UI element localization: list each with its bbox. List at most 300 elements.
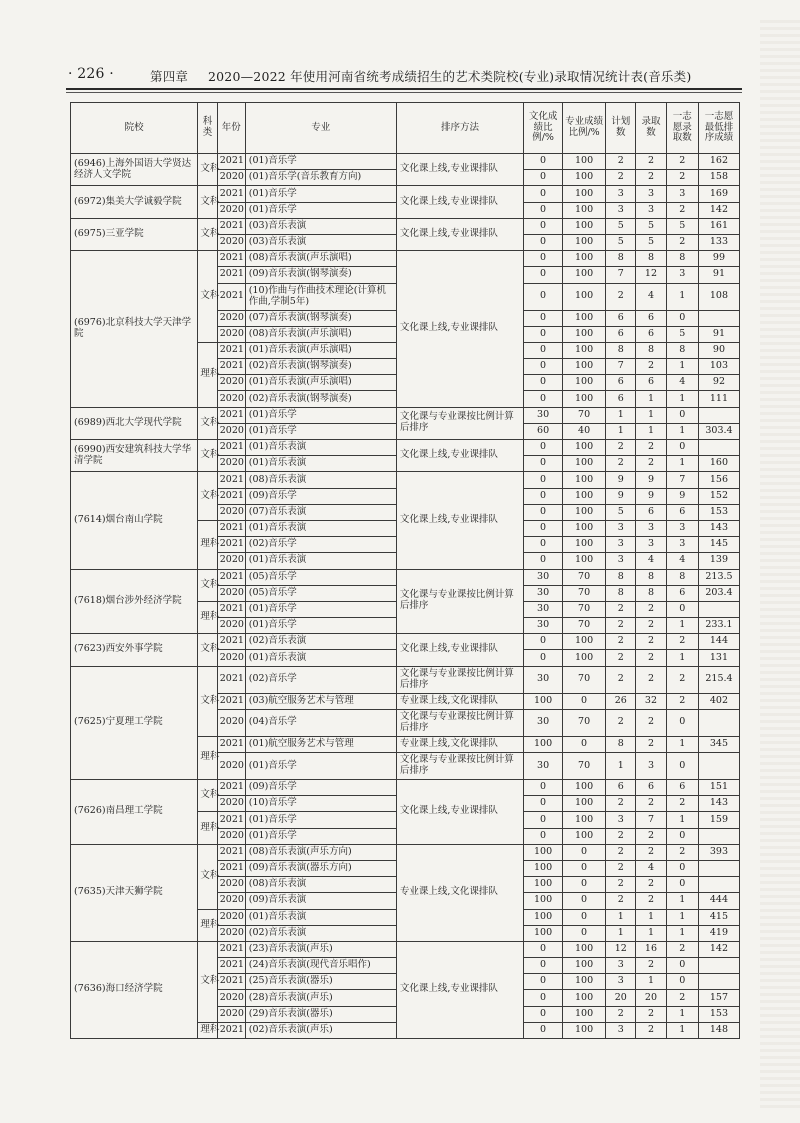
col-header: 专业 (245, 103, 396, 154)
first-choice-cell: 3 (666, 520, 698, 536)
major-cell: (03)音乐表演 (245, 218, 396, 234)
col-header: 一志愿录取数 (666, 103, 698, 154)
year-cell: 2020 (217, 456, 245, 472)
major-cell: (08)音乐表演 (245, 877, 396, 893)
table-row (71, 941, 740, 957)
admit-cell: 8 (636, 585, 666, 601)
plan-cell: 2 (606, 618, 636, 634)
year-cell: 2020 (217, 553, 245, 569)
year-cell: 2021 (217, 283, 245, 310)
first-choice-cell: 4 (666, 375, 698, 391)
major-cell: (09)音乐学 (245, 488, 396, 504)
major-ratio-cell: 100 (563, 154, 606, 170)
major-cell: (01)音乐表演 (245, 909, 396, 925)
culture-ratio-cell: 0 (524, 391, 563, 407)
culture-ratio-cell: 0 (524, 537, 563, 553)
culture-ratio-cell: 100 (524, 844, 563, 860)
year-cell: 2020 (217, 796, 245, 812)
major-ratio-cell: 100 (563, 472, 606, 488)
col-header: 排序方法 (396, 103, 523, 154)
min-score-cell: 90 (698, 342, 739, 358)
first-choice-cell: 5 (666, 218, 698, 234)
admit-cell: 2 (636, 154, 666, 170)
plan-cell: 1 (606, 407, 636, 423)
min-score-cell: 99 (698, 251, 739, 267)
min-score-cell: 153 (698, 1006, 739, 1022)
plan-cell: 1 (606, 423, 636, 439)
method-cell: 专业课上线,文化课排队 (396, 693, 523, 709)
method-cell: 文化课与专业课按比例计算后排序 (396, 407, 523, 439)
culture-ratio-cell: 30 (524, 666, 563, 693)
min-score-cell: 162 (698, 154, 739, 170)
admit-cell: 6 (636, 326, 666, 342)
plan-cell: 9 (606, 472, 636, 488)
page-title: 2020—2022 年使用河南省统考成绩招生的艺术类院校(专业)录取情况统计表(音乐类) (208, 69, 692, 84)
col-header: 院校 (71, 103, 198, 154)
first-choice-cell: 0 (666, 440, 698, 456)
first-choice-cell: 2 (666, 634, 698, 650)
min-score-cell: 143 (698, 520, 739, 536)
year-cell: 2020 (217, 391, 245, 407)
table-row (71, 251, 740, 267)
major-ratio-cell: 100 (563, 186, 606, 202)
major-ratio-cell: 0 (563, 844, 606, 860)
method-cell: 文化课上线,专业课排队 (396, 251, 523, 408)
admission-table (70, 102, 740, 1039)
first-choice-cell: 3 (666, 267, 698, 283)
major-cell: (01)音乐表演(声乐演唱) (245, 342, 396, 358)
first-choice-cell: 8 (666, 569, 698, 585)
min-score-cell (698, 958, 739, 974)
culture-ratio-cell: 0 (524, 310, 563, 326)
category-cell: 文科 (198, 941, 217, 1022)
admit-cell: 6 (636, 310, 666, 326)
method-cell: 文化课与专业课按比例计算后排序 (396, 753, 523, 780)
major-cell: (07)音乐表演 (245, 504, 396, 520)
major-ratio-cell: 100 (563, 202, 606, 218)
culture-ratio-cell: 0 (524, 251, 563, 267)
method-cell: 文化课与专业课按比例计算后排序 (396, 709, 523, 736)
min-score-cell: 142 (698, 941, 739, 957)
method-cell: 文化课上线,专业课排队 (396, 780, 523, 845)
culture-ratio-cell: 0 (524, 974, 563, 990)
plan-cell: 3 (606, 537, 636, 553)
year-cell: 2020 (217, 709, 245, 736)
min-score-cell: 133 (698, 234, 739, 250)
culture-ratio-cell: 30 (524, 601, 563, 617)
year-cell: 2021 (217, 342, 245, 358)
table-row (71, 154, 740, 170)
admit-cell: 2 (636, 170, 666, 186)
school-cell: (7626)南昌理工学院 (71, 780, 198, 845)
culture-ratio-cell: 60 (524, 423, 563, 439)
min-score-cell: 419 (698, 925, 739, 941)
plan-cell: 3 (606, 974, 636, 990)
major-ratio-cell: 100 (563, 958, 606, 974)
category-cell: 理科 (198, 736, 217, 779)
plan-cell: 5 (606, 234, 636, 250)
table-header-row (71, 103, 740, 154)
year-cell: 2021 (217, 154, 245, 170)
admit-cell: 4 (636, 553, 666, 569)
category-cell: 文科 (198, 251, 217, 343)
culture-ratio-cell: 0 (524, 218, 563, 234)
plan-cell: 6 (606, 780, 636, 796)
year-cell: 2021 (217, 1022, 245, 1038)
admit-cell: 8 (636, 251, 666, 267)
admit-cell: 2 (636, 359, 666, 375)
major-cell: (09)音乐表演(钢琴演奏) (245, 267, 396, 283)
year-cell: 2020 (217, 909, 245, 925)
admit-cell: 3 (636, 753, 666, 780)
plan-cell: 1 (606, 753, 636, 780)
table-body (71, 154, 740, 1039)
plan-cell: 12 (606, 941, 636, 957)
major-ratio-cell: 0 (563, 860, 606, 876)
major-ratio-cell: 100 (563, 218, 606, 234)
first-choice-cell: 2 (666, 154, 698, 170)
category-cell: 文科 (198, 844, 217, 909)
min-score-cell: 213.5 (698, 569, 739, 585)
major-cell: (01)音乐表演 (245, 440, 396, 456)
min-score-cell: 143 (698, 796, 739, 812)
school-cell: (7635)天津天狮学院 (71, 844, 198, 941)
major-cell: (01)音乐学(音乐教育方向) (245, 170, 396, 186)
year-cell: 2021 (217, 359, 245, 375)
admit-cell: 6 (636, 375, 666, 391)
major-cell: (05)音乐学 (245, 569, 396, 585)
year-cell: 2021 (217, 520, 245, 536)
min-score-cell: 215.4 (698, 666, 739, 693)
method-cell: 文化课上线,专业课排队 (396, 634, 523, 666)
header-rule-thin (66, 92, 742, 93)
year-cell: 2021 (217, 267, 245, 283)
culture-ratio-cell: 0 (524, 202, 563, 218)
plan-cell: 5 (606, 504, 636, 520)
year-cell: 2021 (217, 488, 245, 504)
year-cell: 2020 (217, 650, 245, 666)
major-ratio-cell: 100 (563, 974, 606, 990)
school-cell: (7618)烟台涉外经济学院 (71, 569, 198, 634)
major-ratio-cell: 100 (563, 251, 606, 267)
culture-ratio-cell: 30 (524, 709, 563, 736)
plan-cell: 8 (606, 342, 636, 358)
culture-ratio-cell: 0 (524, 504, 563, 520)
first-choice-cell: 0 (666, 709, 698, 736)
year-cell: 2020 (217, 925, 245, 941)
method-cell: 文化课上线,专业课排队 (396, 472, 523, 569)
min-score-cell: 148 (698, 1022, 739, 1038)
page-number: · 226 · (68, 66, 114, 82)
culture-ratio-cell: 100 (524, 893, 563, 909)
min-score-cell: 91 (698, 326, 739, 342)
admit-cell: 6 (636, 780, 666, 796)
min-score-cell: 91 (698, 267, 739, 283)
min-score-cell (698, 407, 739, 423)
category-cell: 理科 (198, 812, 217, 844)
admit-cell: 2 (636, 601, 666, 617)
plan-cell: 3 (606, 812, 636, 828)
year-cell: 2021 (217, 218, 245, 234)
major-cell: (02)音乐表演(钢琴演奏) (245, 359, 396, 375)
major-ratio-cell: 40 (563, 423, 606, 439)
major-ratio-cell: 100 (563, 941, 606, 957)
year-cell: 2020 (217, 990, 245, 1006)
admit-cell: 2 (636, 893, 666, 909)
major-ratio-cell: 0 (563, 877, 606, 893)
first-choice-cell: 1 (666, 618, 698, 634)
major-ratio-cell: 100 (563, 488, 606, 504)
plan-cell: 3 (606, 958, 636, 974)
method-cell: 文化课上线,专业课排队 (396, 440, 523, 472)
admit-cell: 16 (636, 941, 666, 957)
min-score-cell: 157 (698, 990, 739, 1006)
category-cell: 文科 (198, 186, 217, 218)
year-cell: 2020 (217, 618, 245, 634)
culture-ratio-cell: 30 (524, 753, 563, 780)
major-cell: (01)音乐学 (245, 202, 396, 218)
col-header: 录取数 (636, 103, 666, 154)
first-choice-cell: 1 (666, 893, 698, 909)
min-score-cell (698, 974, 739, 990)
first-choice-cell: 0 (666, 828, 698, 844)
plan-cell: 6 (606, 326, 636, 342)
min-score-cell: 402 (698, 693, 739, 709)
min-score-cell: 111 (698, 391, 739, 407)
major-ratio-cell: 100 (563, 553, 606, 569)
plan-cell: 20 (606, 990, 636, 1006)
major-cell: (29)音乐表演(器乐) (245, 1006, 396, 1022)
year-cell: 2021 (217, 958, 245, 974)
major-cell: (23)音乐表演(声乐) (245, 941, 396, 957)
min-score-cell: 415 (698, 909, 739, 925)
min-score-cell: 203.4 (698, 585, 739, 601)
culture-ratio-cell: 0 (524, 812, 563, 828)
major-ratio-cell: 70 (563, 585, 606, 601)
year-cell: 2021 (217, 634, 245, 650)
major-ratio-cell: 0 (563, 909, 606, 925)
culture-ratio-cell: 0 (524, 326, 563, 342)
year-cell: 2021 (217, 941, 245, 957)
first-choice-cell: 1 (666, 423, 698, 439)
year-cell: 2021 (217, 860, 245, 876)
admit-cell: 1 (636, 423, 666, 439)
culture-ratio-cell: 100 (524, 877, 563, 893)
category-cell: 文科 (198, 569, 217, 601)
method-cell: 文化课上线,专业课排队 (396, 154, 523, 186)
first-choice-cell: 0 (666, 877, 698, 893)
first-choice-cell: 8 (666, 342, 698, 358)
year-cell: 2020 (217, 1006, 245, 1022)
min-score-cell: 139 (698, 553, 739, 569)
culture-ratio-cell: 0 (524, 990, 563, 1006)
category-cell: 文科 (198, 634, 217, 666)
year-cell: 2020 (217, 310, 245, 326)
first-choice-cell: 2 (666, 941, 698, 957)
year-cell: 2021 (217, 666, 245, 693)
table-row (71, 218, 740, 234)
table-row (71, 844, 740, 860)
admit-cell: 2 (636, 1006, 666, 1022)
major-cell: (02)音乐表演(声乐) (245, 1022, 396, 1038)
first-choice-cell: 1 (666, 909, 698, 925)
first-choice-cell: 3 (666, 186, 698, 202)
year-cell: 2021 (217, 844, 245, 860)
method-cell: 文化课与专业课按比例计算后排序 (396, 666, 523, 693)
plan-cell: 2 (606, 860, 636, 876)
major-ratio-cell: 70 (563, 407, 606, 423)
first-choice-cell: 1 (666, 283, 698, 310)
culture-ratio-cell: 100 (524, 693, 563, 709)
school-cell: (6946)上海外国语大学贤达经济人文学院 (71, 154, 198, 186)
plan-cell: 2 (606, 170, 636, 186)
admit-cell: 32 (636, 693, 666, 709)
major-ratio-cell: 70 (563, 709, 606, 736)
plan-cell: 2 (606, 456, 636, 472)
category-cell: 文科 (198, 154, 217, 186)
admit-cell: 3 (636, 202, 666, 218)
col-header: 科类 (198, 103, 217, 154)
major-ratio-cell: 100 (563, 170, 606, 186)
plan-cell: 3 (606, 186, 636, 202)
plan-cell: 1 (606, 925, 636, 941)
admit-cell: 3 (636, 186, 666, 202)
major-ratio-cell: 0 (563, 925, 606, 941)
school-cell: (7614)烟台南山学院 (71, 472, 198, 569)
major-cell: (01)音乐学 (245, 186, 396, 202)
culture-ratio-cell: 30 (524, 585, 563, 601)
admit-cell: 2 (636, 796, 666, 812)
major-cell: (08)音乐表演(声乐演唱) (245, 251, 396, 267)
plan-cell: 6 (606, 391, 636, 407)
admit-cell: 2 (636, 736, 666, 752)
school-cell: (7623)西安外事学院 (71, 634, 198, 666)
min-score-cell: 303.4 (698, 423, 739, 439)
year-cell: 2021 (217, 601, 245, 617)
major-cell: (04)音乐学 (245, 709, 396, 736)
major-cell: (10)音乐学 (245, 796, 396, 812)
major-cell: (05)音乐学 (245, 585, 396, 601)
major-cell: (02)音乐表演 (245, 925, 396, 941)
first-choice-cell: 2 (666, 666, 698, 693)
plan-cell: 2 (606, 154, 636, 170)
first-choice-cell: 2 (666, 170, 698, 186)
school-cell: (6976)北京科技大学天津学院 (71, 251, 198, 408)
category-cell: 文科 (198, 440, 217, 472)
year-cell: 2020 (217, 753, 245, 780)
year-cell: 2021 (217, 472, 245, 488)
admit-cell: 8 (636, 342, 666, 358)
major-cell: (02)音乐学 (245, 666, 396, 693)
major-ratio-cell: 100 (563, 828, 606, 844)
first-choice-cell: 0 (666, 310, 698, 326)
method-cell: 文化课上线,专业课排队 (396, 186, 523, 218)
admit-cell: 2 (636, 440, 666, 456)
plan-cell: 7 (606, 267, 636, 283)
culture-ratio-cell: 0 (524, 828, 563, 844)
culture-ratio-cell: 100 (524, 909, 563, 925)
culture-ratio-cell: 0 (524, 1022, 563, 1038)
major-ratio-cell: 0 (563, 736, 606, 752)
major-cell: (01)音乐表演 (245, 520, 396, 536)
major-cell: (02)音乐表演(钢琴演奏) (245, 391, 396, 407)
major-ratio-cell: 0 (563, 893, 606, 909)
min-score-cell: 142 (698, 202, 739, 218)
admit-cell: 8 (636, 569, 666, 585)
plan-cell: 2 (606, 283, 636, 310)
culture-ratio-cell: 0 (524, 472, 563, 488)
culture-ratio-cell: 0 (524, 170, 563, 186)
major-ratio-cell: 100 (563, 326, 606, 342)
admit-cell: 2 (636, 666, 666, 693)
plan-cell: 5 (606, 218, 636, 234)
culture-ratio-cell: 0 (524, 440, 563, 456)
admit-cell: 1 (636, 974, 666, 990)
admit-cell: 12 (636, 267, 666, 283)
major-ratio-cell: 100 (563, 812, 606, 828)
year-cell: 2020 (217, 877, 245, 893)
chapter-label: 第四章 (150, 69, 189, 84)
year-cell: 2020 (217, 234, 245, 250)
culture-ratio-cell: 30 (524, 618, 563, 634)
culture-ratio-cell: 0 (524, 958, 563, 974)
table-row (71, 780, 740, 796)
first-choice-cell: 2 (666, 202, 698, 218)
major-cell: (03)航空服务艺术与管理 (245, 693, 396, 709)
first-choice-cell: 6 (666, 585, 698, 601)
year-cell: 2021 (217, 736, 245, 752)
year-cell: 2020 (217, 828, 245, 844)
major-ratio-cell: 70 (563, 569, 606, 585)
year-cell: 2020 (217, 326, 245, 342)
major-cell: (01)音乐学 (245, 407, 396, 423)
category-cell: 理科 (198, 520, 217, 569)
plan-cell: 2 (606, 634, 636, 650)
admit-cell: 2 (636, 618, 666, 634)
first-choice-cell: 1 (666, 925, 698, 941)
culture-ratio-cell: 0 (524, 456, 563, 472)
admit-cell: 20 (636, 990, 666, 1006)
major-ratio-cell: 100 (563, 283, 606, 310)
category-cell: 文科 (198, 407, 217, 439)
major-ratio-cell: 100 (563, 456, 606, 472)
admit-cell: 2 (636, 828, 666, 844)
school-cell: (6989)西北大学现代学院 (71, 407, 198, 439)
major-ratio-cell: 100 (563, 650, 606, 666)
admit-cell: 2 (636, 709, 666, 736)
major-cell: (01)音乐学 (245, 618, 396, 634)
category-cell: 理科 (198, 342, 217, 407)
plan-cell: 7 (606, 359, 636, 375)
culture-ratio-cell: 0 (524, 234, 563, 250)
major-ratio-cell: 100 (563, 440, 606, 456)
col-header: 文化成绩比例/% (524, 103, 563, 154)
min-score-cell: 144 (698, 634, 739, 650)
first-choice-cell: 3 (666, 537, 698, 553)
year-cell: 2020 (217, 170, 245, 186)
major-ratio-cell: 100 (563, 234, 606, 250)
major-cell: (01)音乐学 (245, 753, 396, 780)
first-choice-cell: 1 (666, 456, 698, 472)
major-cell: (08)音乐表演(声乐方向) (245, 844, 396, 860)
year-cell: 2021 (217, 537, 245, 553)
page-header (62, 64, 730, 86)
table-row (71, 569, 740, 585)
culture-ratio-cell: 0 (524, 283, 563, 310)
admit-cell: 3 (636, 520, 666, 536)
culture-ratio-cell: 0 (524, 154, 563, 170)
min-score-cell (698, 601, 739, 617)
